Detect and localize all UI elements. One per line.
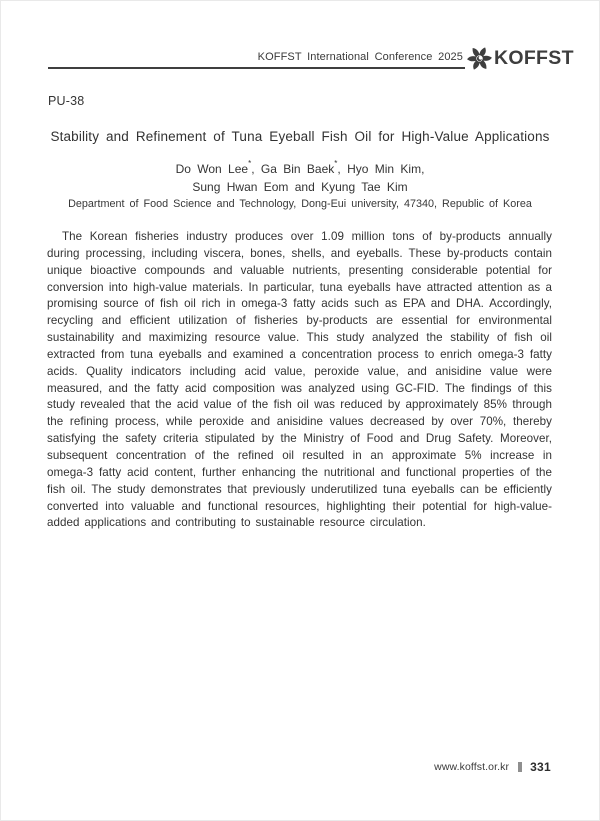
authors-line-2: Sung Hwan Eom and Kyung Tae Kim xyxy=(192,179,408,194)
author-name-3: Hyo Min Kim, xyxy=(347,162,425,176)
header-rule xyxy=(48,41,465,69)
author-asterisk-mark: * xyxy=(334,159,338,168)
paper-title: Stability and Refinement of Tuna Eyeball Fish Oil for High-Value Applications xyxy=(50,129,550,144)
koffst-logo-text: KOFFST xyxy=(494,46,574,69)
koffst-logo xyxy=(467,44,574,72)
double-bar-separator-icon xyxy=(518,762,522,772)
authors-line-1 xyxy=(41,161,559,179)
authors-block xyxy=(41,161,559,213)
conference-title: KOFFST International Conference 2025 xyxy=(257,51,463,63)
affiliation: Department of Food Science and Technology, Dong-Eui university, 47340, Republic of Korea xyxy=(68,198,532,210)
page-footer xyxy=(434,760,551,774)
author-asterisk-mark: * xyxy=(248,159,252,168)
footer-website: www.koffst.or.kr xyxy=(434,761,510,773)
author-name-2: Ga Bin Baek xyxy=(260,162,335,176)
pinwheel-swirl-icon xyxy=(467,46,492,71)
author-name-1: Do Won Lee xyxy=(175,162,249,176)
abstract-text: The Korean fisheries industry produces over 1.09 million tons of by-products annually during processing, including viscera, bones, shells, and eyeballs. These by-products contain unique bioactive compounds and valuable nutrients, presenting considerable potential for conversion into high-value materials. In particular, tuna eyeballs have attracted attention as a promising source of fish oil rich in omega-3 fatty acids such as EPA and DHA. Accordingly, recycling and efficient utilization of fisheries by-products are essential for environmental sustainability and maximizing resource value. This study analyzed the stability of fish oil extracted from tuna eyeballs and examined a concentration process to enrich omega-3 fatty acids. Quality indicators including acid value, peroxide value, and anisidine value were measured, and the fatty acid composition was analyzed using GC-FID. The findings of this study revealed that the acid value of the fish oil was reduced by approximately 85% through the refining process, while peroxide and anisidine values decreased by over 70%, thereby satisfying the safety criteria stipulated by the Ministry of Food and Drug Safety. Moreover, subsequent concentration of the refined oil resulted in an approximate 5% increase in omega-3 fatty acid content, further enhancing the nutritional and functional properties of the fish oil. The study demonstrates that previously underutilized tuna eyeballs can be efficiently converted into valuable and functional resources, highlighting their potential for high-value-added applications and contributing to sustainable resource circulation. xyxy=(47,230,552,530)
paper-code: PU-38 xyxy=(48,94,85,108)
author-separator: , xyxy=(251,162,261,176)
author-separator: , xyxy=(337,162,348,176)
page-number: 331 xyxy=(530,760,551,774)
